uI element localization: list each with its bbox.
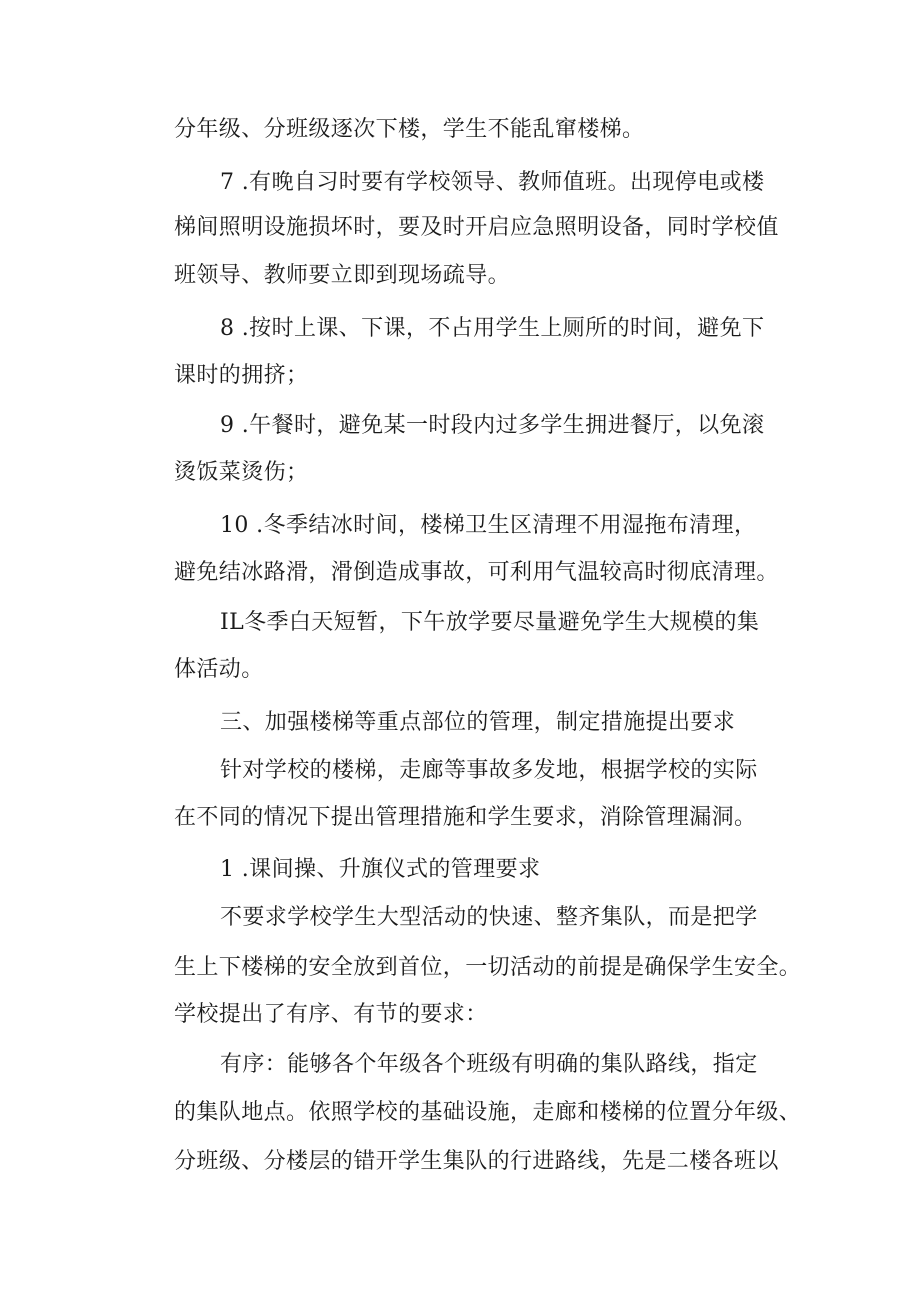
text-line: 烫饭菜烫伤；: [174, 460, 309, 485]
section-heading: 三、加强楼梯等重点部位的管理，制定措施提出要求: [220, 710, 736, 735]
text-line: 课时的拥挤；: [174, 363, 309, 388]
paragraph-line: 有序：能够各个年级各个班级有明确的集队路线，指定: [220, 1052, 758, 1077]
text-line: 分年级、分班级逐次下楼，学生不能乱窜楼梯。: [174, 117, 645, 142]
text-line: 学校提出了有序、有节的要求：: [174, 1002, 488, 1027]
text-line: 在不同的情况下提出管理措施和学生要求，消除管理漏洞。: [174, 805, 757, 830]
paragraph-line: 针对学校的楼梯，走廊等事故多发地，根据学校的实际: [220, 758, 758, 783]
list-item-7: 7 .有晚自习时要有学校领导、教师值班。出现停电或楼: [220, 170, 765, 195]
text-line: 分班级、分楼层的错开学生集队的行进路线，先是二楼各班以: [174, 1149, 779, 1174]
list-item-10: 10 .冬季结冰时间，楼梯卫生区清理不用湿拖布清理，: [220, 513, 757, 538]
text-line: 的集队地点。依照学校的基础设施，走廊和楼梯的位置分年级、: [174, 1100, 802, 1125]
text-line: 避免结冰路滑，滑倒造成事故，可利用气温较高时彻底清理。: [174, 560, 779, 585]
subsection-heading: 1 .课间操、升旗仪式的管理要求: [220, 857, 541, 882]
text-line: 生上下楼梯的安全放到首位，一切活动的前提是确保学生安全。: [174, 955, 802, 980]
text-line: 体活动。: [174, 657, 264, 682]
list-item-11: IL冬季白天短暂，下午放学要尽量避免学生大规模的集: [220, 610, 760, 635]
list-item-8: 8 .按时上课、下课，不占用学生上厕所的时间，避免下: [220, 316, 765, 341]
text-line: 班领导、教师要立即到现场疏导。: [174, 263, 511, 288]
text-line: 梯间照明设施损坏时，要及时开启应急照明设备，同时学校值: [174, 215, 779, 240]
list-item-9: 9 .午餐时，避免某一时段内过多学生拥进餐厅，以免滚: [220, 413, 765, 438]
paragraph-line: 不要求学校学生大型活动的快速、整齐集队，而是把学: [220, 905, 758, 930]
